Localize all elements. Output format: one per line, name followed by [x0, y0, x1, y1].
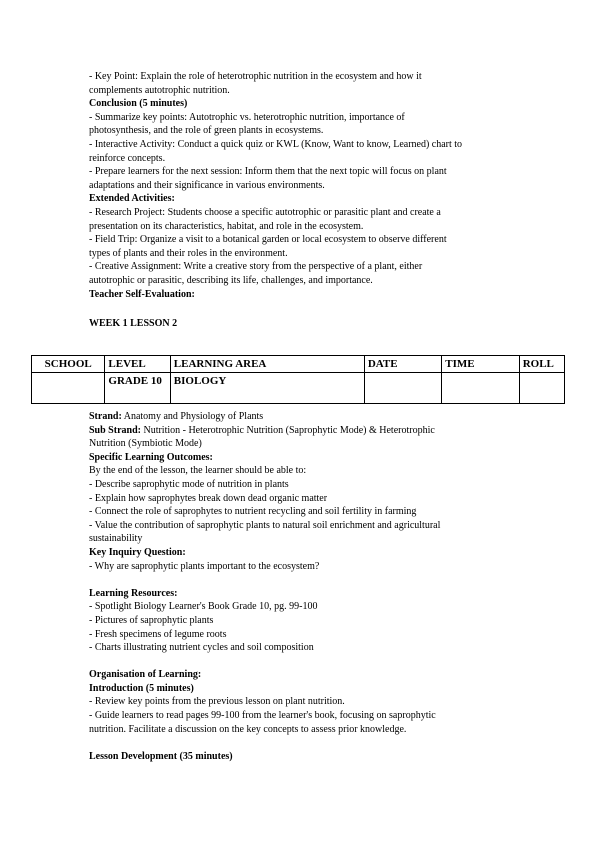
key-point-line: complements autotrophic nutrition.	[89, 84, 230, 96]
extended-item: types of plants and their roles in the environment.	[89, 247, 288, 259]
cell-date	[364, 373, 441, 404]
conclusion-item: reinforce concepts.	[89, 152, 166, 164]
cell-school	[32, 373, 105, 404]
header-time: TIME	[442, 356, 519, 373]
week-lesson-heading: WEEK 1 LESSON 2	[89, 318, 178, 329]
introduction-item: - Review key points from the previous lesson on plant nutrition.	[89, 696, 345, 708]
extended-item: autotrophic or parasitic, describing its life, challenges, and importance.	[89, 274, 373, 286]
cell-learning-area: BIOLOGY	[170, 373, 364, 404]
lesson-development-heading: Lesson Development (35 minutes)	[89, 750, 233, 762]
spacer	[89, 736, 519, 750]
introduction-heading: Introduction (5 minutes)	[89, 682, 194, 694]
top-section	[89, 70, 519, 301]
outcome-item: - Explain how saprophytes break down dead organic matter	[89, 492, 328, 504]
header-level: LEVEL	[105, 356, 170, 373]
sub-strand-value-cont: Nutrition (Symbiotic Mode)	[89, 438, 202, 450]
resources-heading: Learning Resources:	[89, 587, 178, 599]
extended-item: presentation on its characteristics, habitat, and role in the ecosystem.	[89, 220, 364, 232]
introduction-item-cont: nutrition. Facilitate a discussion on the key concepts to assess prior knowledge.	[89, 723, 407, 735]
resource-item: - Pictures of saprophytic plants	[89, 614, 214, 626]
resource-item: - Charts illustrating nutrient cycles and soil composition	[89, 642, 314, 654]
conclusion-item: - Summarize key points: Autotrophic vs. heterotrophic nutrition, importance of	[89, 111, 405, 123]
extended-heading: Extended Activities:	[89, 193, 175, 205]
outcome-item: - Describe saprophytic mode of nutrition in plants	[89, 478, 289, 490]
outcomes-heading: Specific Learning Outcomes:	[89, 451, 213, 463]
strand-line	[89, 410, 519, 424]
sub-strand-label: Sub Strand:	[89, 424, 141, 436]
table-header-row	[32, 356, 565, 373]
sub-strand-line	[89, 424, 519, 438]
spacer	[89, 573, 519, 587]
header-date: DATE	[364, 356, 441, 373]
outcome-item: - Connect the role of saprophytes to nutrient recycling and soil fertility in farming	[89, 506, 417, 518]
conclusion-item: photosynthesis, and the role of green plants in ecosystems.	[89, 125, 324, 137]
resource-item: - Spotlight Biology Learner's Book Grade 10, pg. 99-100	[89, 601, 318, 613]
outcome-item-cont: sustainability	[89, 533, 143, 545]
conclusion-item: adaptations and their significance in various environments.	[89, 179, 325, 191]
organisation-heading: Organisation of Learning:	[89, 669, 202, 681]
key-inquiry-heading: Key Inquiry Question:	[89, 546, 186, 558]
resource-item: - Fresh specimens of legume roots	[89, 628, 227, 640]
extended-item: - Field Trip: Organize a visit to a botanical garden or local ecosystem to observe different	[89, 234, 447, 246]
spacer	[89, 655, 519, 669]
conclusion-heading: Conclusion (5 minutes)	[89, 98, 188, 110]
key-point-line: - Key Point: Explain the role of heterotrophic nutrition in the ecosystem and how it	[89, 71, 422, 82]
outcomes-intro: By the end of the lesson, the learner should be able to:	[89, 465, 307, 477]
conclusion-item: - Prepare learners for the next session: Inform them that the next topic will focus on plant	[89, 166, 447, 178]
self-evaluation-heading: Teacher Self-Evaluation:	[89, 288, 195, 300]
cell-roll	[519, 373, 564, 404]
conclusion-item: - Interactive Activity: Conduct a quick quiz or KWL (Know, Want to know, Learned) chart to	[89, 138, 463, 150]
header-learning-area: LEARNING AREA	[170, 356, 364, 373]
cell-time	[442, 373, 519, 404]
introduction-item: - Guide learners to read pages 99-100 from the learner's book, focusing on saprophytic	[89, 710, 436, 722]
lesson-info-table	[31, 355, 565, 404]
strand-label: Strand:	[89, 411, 122, 422]
sub-strand-value: Nutrition - Heterotrophic Nutrition (Saprophytic Mode) & Heterotrophic	[140, 424, 435, 436]
table-row	[32, 373, 565, 404]
cell-level: GRADE 10	[105, 373, 170, 404]
extended-item: - Research Project: Students choose a specific autotrophic or parasitic plant and create a	[89, 206, 441, 218]
strand-value: Anatomy and Physiology of Plants	[121, 411, 264, 422]
header-school: SCHOOL	[32, 356, 105, 373]
lesson-section	[89, 410, 519, 763]
outcome-item: - Value the contribution of saprophytic plants to natural soil enrichment and agricultural	[89, 519, 441, 531]
extended-item: - Creative Assignment: Write a creative story from the perspective of a plant, either	[89, 261, 423, 273]
key-inquiry-question: - Why are saprophytic plants important to the ecosystem?	[89, 560, 320, 572]
header-roll: ROLL	[519, 356, 564, 373]
